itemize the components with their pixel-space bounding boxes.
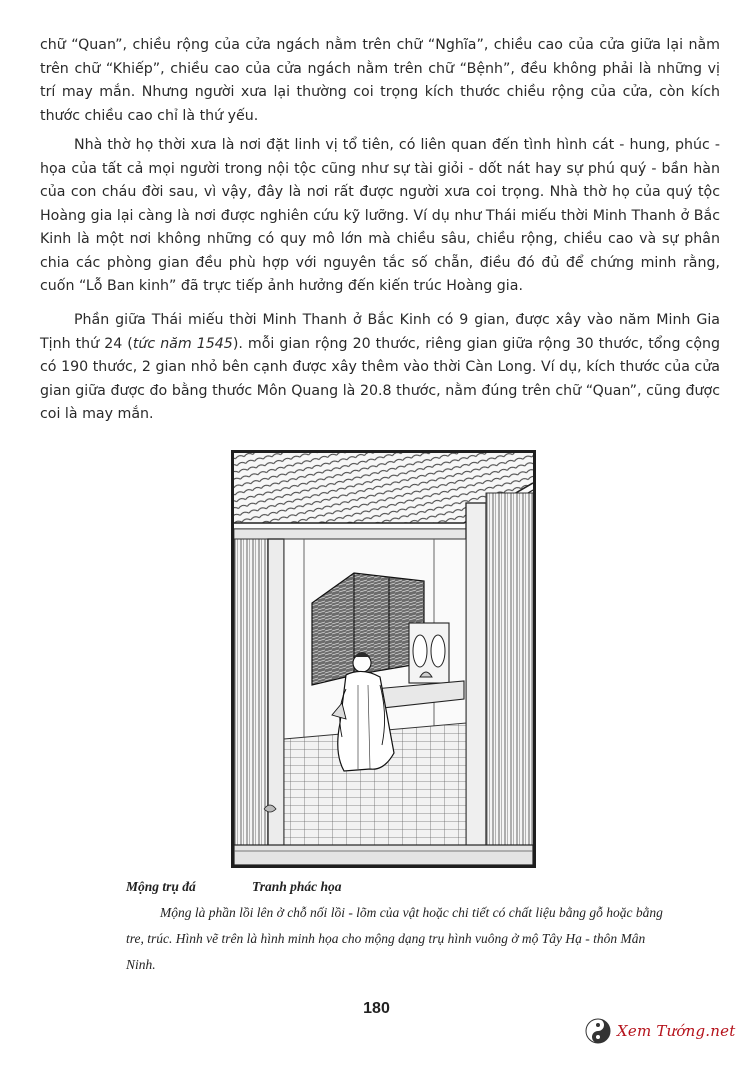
paragraph-2: Nhà thờ họ thời xưa là nơi đặt linh vị tổ tiên, có liên quan đến tình hình cát - hung, phúc - họa của tất cả mọi người trong nội tộc cũng như sự tài giỏi - dốt nát hay sự phú quý - bần hàn của con cháu đời sau, vì vậy, đây là nơi rất được người xưa coi trọng. Nhà thờ họ của quý tộc Hoàng gia lại càng là nơi được nghiên cứu kỹ lưỡng. Ví dụ như Thái miếu thời Minh Thanh ở Bắc Kinh là một nơi không những có quy mô lớn mà chiều sâu, chiều rộng, chiều cao và sự phân chia các phòng gian đều phù hợp với nguyên tắc số chẵn, điều đó đủ để chứng minh rằng, cuốn “Lỗ Ban kinh” đã trực tiếp ảnh hưởng đến kiến trúc Hoàng gia. <box>40 137 720 294</box>
yin-yang-icon <box>585 1018 611 1044</box>
left-wall <box>234 539 268 865</box>
paragraph-1: chữ “Quan”, chiều rộng của cửa ngách nằm trên chữ “Nghĩa”, chiều cao của cửa giữa lại nằm trên chữ “Khiếp”, chiều cao của cửa ngách nằm trên chữ “Bệnh”, đều không phải là những vị trí may mắn. Nhưng người xưa lại thường coi trọng kích thước chiều rộng của cửa, còn kích thước chiều cao chỉ là thứ yếu. <box>40 37 720 124</box>
caption-heading <box>126 879 342 895</box>
caption-body: Mộng là phần lồi lên ở chỗ nối lồi - lõm của vật hoặc chi tiết có chất liệu bằng gỗ hoặc bằng tre, trúc. Hình vẽ trên là hình minh họa cho mộng dạng trụ hình vuông ở mộ Tây Hạ - thôn Mân Ninh. <box>126 905 663 972</box>
illustration-drawing <box>234 453 533 865</box>
paragraph-3 <box>40 309 720 427</box>
right-wall <box>486 493 533 865</box>
left-pillar <box>268 539 284 865</box>
page-number: 180 <box>363 1000 390 1017</box>
watermark-text: Xem Tướng.net <box>617 1022 736 1040</box>
woodblock-illustration <box>231 450 536 868</box>
watermark <box>585 1016 735 1046</box>
right-pillar <box>466 503 486 865</box>
caption-title: Mộng trụ đá <box>126 879 196 894</box>
paragraph-3-text-b: ). mỗi gian rộng 20 thước, riêng gian giữa rộng 30 thước, tổng cộng có 190 thước, 2 gian nhỏ bên cạnh được xây thêm vào thời Càn Long. Ví dụ, kích thước của cửa gian giữa được đo bằng thước Môn Quang là 20.8 thước, nằm đúng trên chữ “Quan”, cũng được coi là may mắn. <box>40 335 720 422</box>
paragraph-3-italic-note: tức năm 1545 <box>132 335 233 352</box>
caption-subtitle: Tranh phác họa <box>252 879 342 894</box>
paragraph-3-text-a: Phần giữa Thái miếu thời Minh Thanh ở Bắc Kinh có 9 gian, được xây vào năm Minh Gia Tịnh thứ 24 ( <box>40 312 720 352</box>
